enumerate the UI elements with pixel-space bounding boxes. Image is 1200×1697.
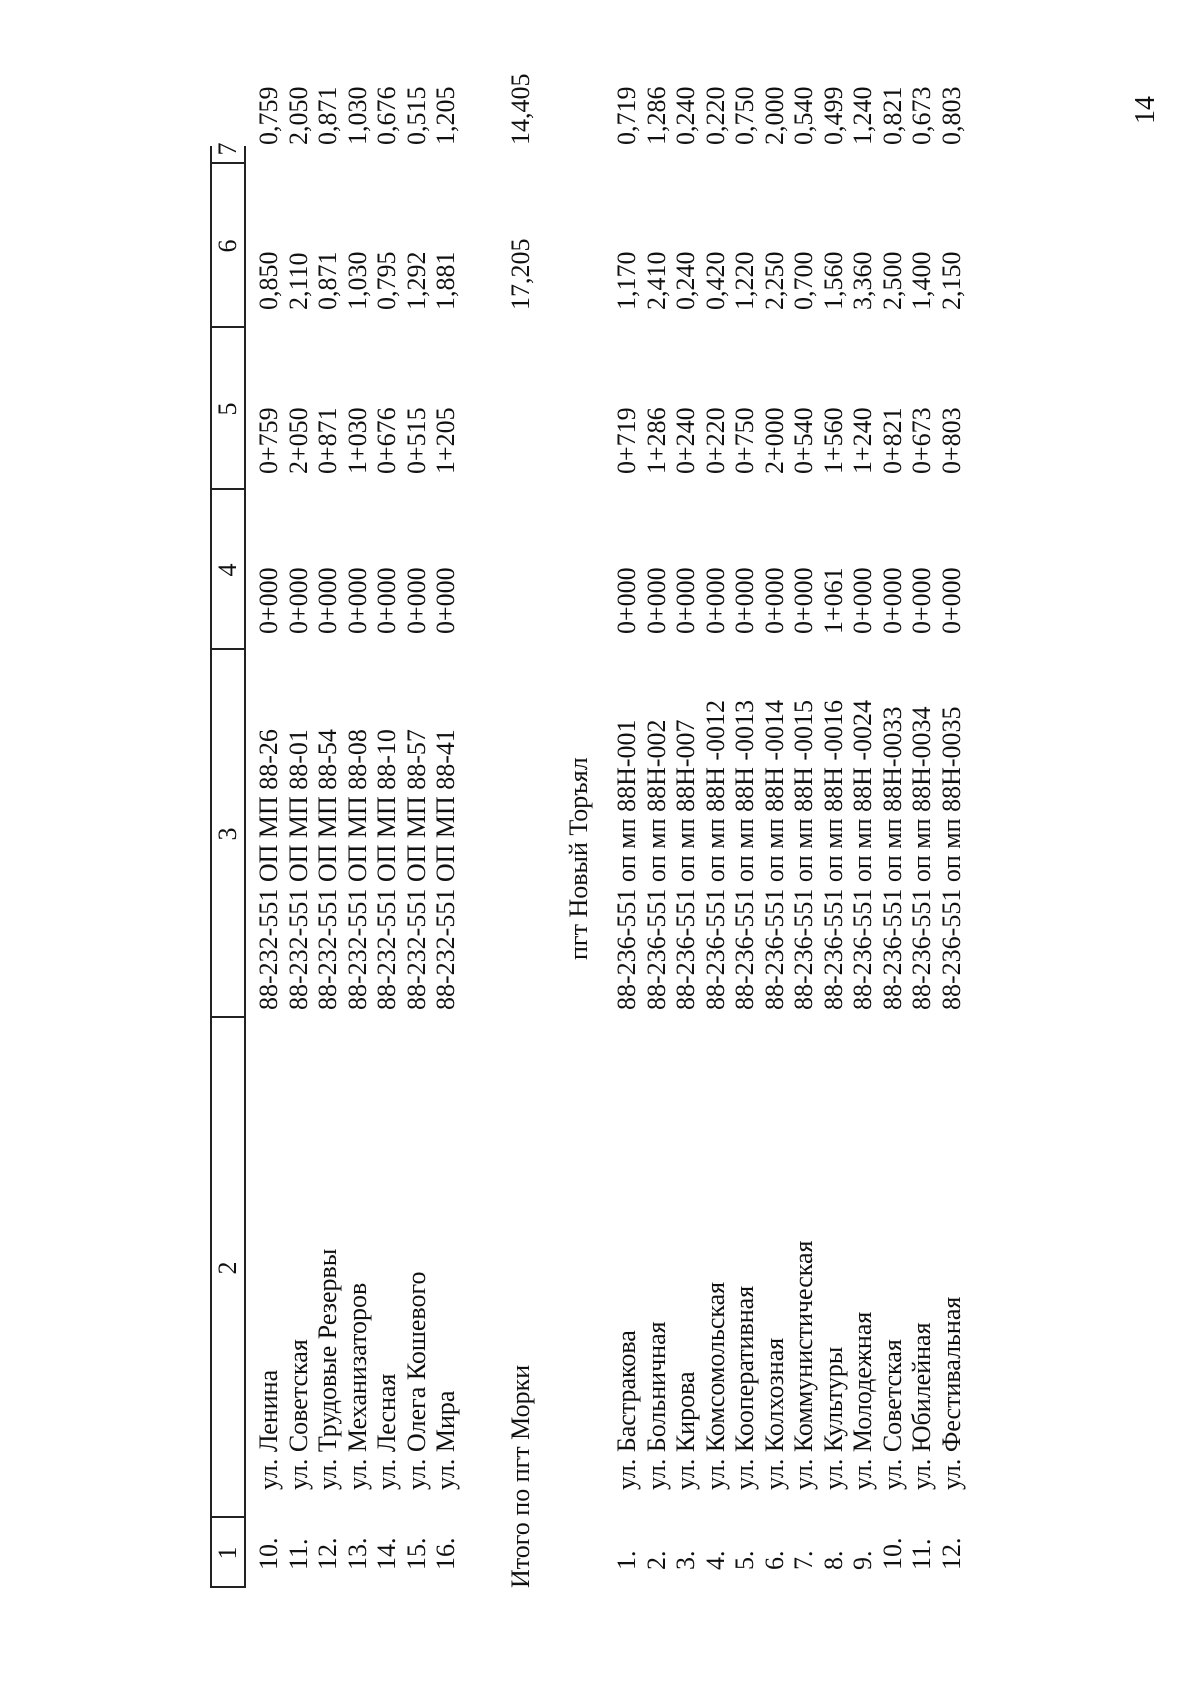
cell-length: 2,150	[936, 251, 966, 310]
cell-code: 88-236-551 оп мп 88Н-0035	[936, 706, 966, 1010]
cell-name: ул. Советская	[877, 1339, 907, 1490]
column-header-6: 6	[213, 239, 242, 253]
cell-start: 0+000	[759, 567, 789, 634]
cell-length: 2,410	[641, 251, 671, 310]
cell-name: ул. Трудовые Резервы	[313, 1248, 342, 1490]
cell-start: 0+000	[789, 567, 818, 634]
cell-start: 0+000	[401, 567, 431, 634]
cell-value: 0,220	[700, 86, 730, 145]
cell-length: 1,170	[612, 251, 641, 310]
cell-end: 1+286	[641, 407, 671, 474]
cell-length: 0,420	[700, 251, 730, 310]
cell-code: 88-236-551 оп мп 88Н-0034	[907, 706, 936, 1010]
cell-name: ул. Культуры	[818, 1346, 848, 1490]
cell-value: 0,515	[401, 86, 431, 145]
cell-num: 11.	[907, 1538, 936, 1570]
cell-name: ул. Кооперативная	[730, 1285, 759, 1490]
cell-name: ул. Бастракова	[612, 1330, 641, 1490]
cell-value: 1,205	[431, 86, 460, 145]
section-title-novy-toryal: пгт Новый Торъял	[564, 757, 593, 960]
cell-num: 15.	[401, 1537, 431, 1570]
cell-start: 0+000	[848, 567, 877, 634]
cell-name: ул. Лесная	[372, 1373, 401, 1490]
cell-code: 88-236-551 оп мп 88Н -0016	[818, 699, 848, 1010]
cell-code: 88-232-551 ОП МП 88-54	[313, 729, 342, 1010]
cell-length: 0,700	[789, 251, 818, 310]
cell-start: 1+061	[818, 567, 848, 634]
cell-value: 0,871	[313, 86, 342, 145]
cell-num: 8.	[818, 1550, 848, 1570]
cell-end: 1+560	[818, 407, 848, 474]
cell-start: 0+000	[671, 567, 700, 634]
cell-code: 88-236-551 оп мп 88Н -0013	[730, 699, 759, 1010]
total-label: Итого по пгт Морки	[506, 1364, 535, 1588]
cell-name: ул. Комсомольская	[700, 1281, 730, 1490]
cell-value: 0,540	[789, 86, 818, 145]
cell-value: 0,759	[254, 86, 283, 145]
column-header-3: 3	[213, 827, 242, 841]
cell-end: 0+719	[612, 407, 641, 474]
cell-name: ул. Олега Кошевого	[401, 1271, 431, 1490]
page-number: 14	[1130, 96, 1161, 124]
cell-code: 88-232-551 ОП МП 88-26	[254, 729, 283, 1010]
cell-start: 0+000	[313, 567, 342, 634]
cell-end: 0+240	[671, 407, 700, 474]
cell-code: 88-232-551 ОП МП 88-41	[431, 729, 460, 1010]
cell-start: 0+000	[283, 567, 313, 634]
cell-num: 6.	[759, 1550, 789, 1570]
cell-name: ул. Мира	[431, 1390, 460, 1490]
cell-value: 0,240	[671, 86, 700, 145]
cell-start: 0+000	[641, 567, 671, 634]
cell-num: 14.	[372, 1537, 401, 1570]
total-value: 14,405	[506, 73, 535, 145]
cell-start: 0+000	[877, 567, 907, 634]
cell-code: 88-232-551 ОП МП 88-08	[342, 729, 372, 1010]
cell-name: ул. Молодежная	[848, 1311, 877, 1490]
cell-name: ул. Кирова	[671, 1371, 700, 1490]
cell-length: 1,292	[401, 251, 431, 310]
cell-length: 1,881	[431, 251, 460, 310]
cell-end: 0+759	[254, 407, 283, 474]
cell-value: 0,676	[372, 86, 401, 145]
cell-name: ул. Больничная	[641, 1321, 671, 1490]
cell-code: 88-236-551 оп мп 88Н -0012	[700, 699, 730, 1010]
cell-num: 9.	[848, 1550, 877, 1570]
cell-num: 3.	[671, 1550, 700, 1570]
cell-name: ул. Фестивальная	[936, 1296, 966, 1490]
cell-value: 0,499	[818, 86, 848, 145]
cell-num: 2.	[641, 1550, 671, 1570]
total-length: 17,205	[506, 238, 535, 310]
cell-value: 2,050	[283, 86, 313, 145]
cell-name: ул. Коммунистическая	[789, 1240, 818, 1490]
cell-end: 0+220	[700, 407, 730, 474]
cell-num: 16.	[431, 1537, 460, 1570]
cell-code: 88-232-551 ОП МП 88-57	[401, 729, 431, 1010]
cell-name: ул. Советская	[283, 1339, 313, 1490]
cell-value: 0,803	[936, 86, 966, 145]
cell-name: ул. Колхозная	[759, 1337, 789, 1490]
cell-length: 1,400	[907, 251, 936, 310]
cell-start: 0+000	[372, 567, 401, 634]
cell-num: 1.	[612, 1550, 641, 1570]
cell-code: 88-232-551 ОП МП 88-01	[283, 729, 313, 1010]
cell-num: 5.	[730, 1550, 759, 1570]
cell-start: 0+000	[612, 567, 641, 634]
cell-length: 1,220	[730, 251, 759, 310]
cell-end: 2+050	[283, 407, 313, 474]
cell-end: 0+676	[372, 407, 401, 474]
cell-length: 3,360	[848, 251, 877, 310]
cell-name: ул. Юбилейная	[907, 1322, 936, 1490]
cell-value: 0,673	[907, 86, 936, 145]
cell-start: 0+000	[254, 567, 283, 634]
cell-code: 88-236-551 оп мп 88Н-007	[671, 719, 700, 1010]
cell-num: 4.	[700, 1550, 730, 1570]
cell-code: 88-232-551 ОП МП 88-10	[372, 729, 401, 1010]
cell-name: ул. Механизаторов	[342, 1282, 372, 1490]
cell-length: 0,850	[254, 251, 283, 310]
column-header-1: 1	[213, 1546, 242, 1560]
cell-num: 11.	[283, 1538, 313, 1570]
cell-num: 7.	[789, 1550, 818, 1570]
cell-start: 0+000	[431, 567, 460, 634]
cell-start: 0+000	[730, 567, 759, 634]
cell-code: 88-236-551 оп мп 88Н-002	[641, 719, 671, 1010]
cell-value: 0,719	[612, 86, 641, 145]
cell-code: 88-236-551 оп мп 88Н -0024	[848, 699, 877, 1010]
cell-end: 1+240	[848, 407, 877, 474]
column-header-4: 4	[213, 563, 242, 577]
cell-start: 0+000	[907, 567, 936, 634]
cell-code: 88-236-551 оп мп 88Н-001	[612, 719, 641, 1010]
cell-end: 0+515	[401, 407, 431, 474]
cell-code: 88-236-551 оп мп 88Н -0015	[789, 699, 818, 1010]
cell-end: 1+030	[342, 407, 372, 474]
cell-end: 0+673	[907, 407, 936, 474]
cell-length: 1,560	[818, 251, 848, 310]
cell-value: 1,286	[641, 86, 671, 145]
cell-start: 0+000	[342, 567, 372, 634]
cell-name: ул. Ленина	[254, 1369, 283, 1490]
cell-value: 1,240	[848, 86, 877, 145]
cell-value: 1,030	[342, 86, 372, 145]
column-header-5: 5	[213, 402, 242, 416]
cell-length: 0,871	[313, 251, 342, 310]
cell-num: 12.	[936, 1537, 966, 1570]
cell-code: 88-236-551 оп мп 88Н-0033	[877, 706, 907, 1010]
cell-length: 2,250	[759, 251, 789, 310]
cell-num: 10.	[877, 1537, 907, 1570]
cell-end: 0+750	[730, 407, 759, 474]
cell-code: 88-236-551 оп мп 88Н -0014	[759, 699, 789, 1010]
cell-length: 0,240	[671, 251, 700, 310]
cell-end: 0+821	[877, 407, 907, 474]
cell-start: 0+000	[700, 567, 730, 634]
rotated-table	[140, 73, 1040, 1600]
cell-value: 0,750	[730, 86, 759, 145]
table-header-rule	[244, 146, 246, 1588]
cell-num: 10.	[254, 1537, 283, 1570]
cell-length: 1,030	[342, 251, 372, 310]
cell-num: 12.	[313, 1537, 342, 1570]
cell-value: 2,000	[759, 86, 789, 145]
cell-num: 13.	[342, 1537, 372, 1570]
cell-end: 2+000	[759, 407, 789, 474]
cell-length: 0,795	[372, 251, 401, 310]
column-header-2: 2	[213, 1261, 242, 1275]
column-header-7: 7	[213, 142, 242, 156]
cell-end: 0+803	[936, 407, 966, 474]
cell-end: 1+205	[431, 407, 460, 474]
cell-end: 0+540	[789, 407, 818, 474]
cell-start: 0+000	[936, 567, 966, 634]
cell-end: 0+871	[313, 407, 342, 474]
cell-length: 2,500	[877, 251, 907, 310]
cell-length: 2,110	[283, 252, 313, 310]
cell-value: 0,821	[877, 86, 907, 145]
